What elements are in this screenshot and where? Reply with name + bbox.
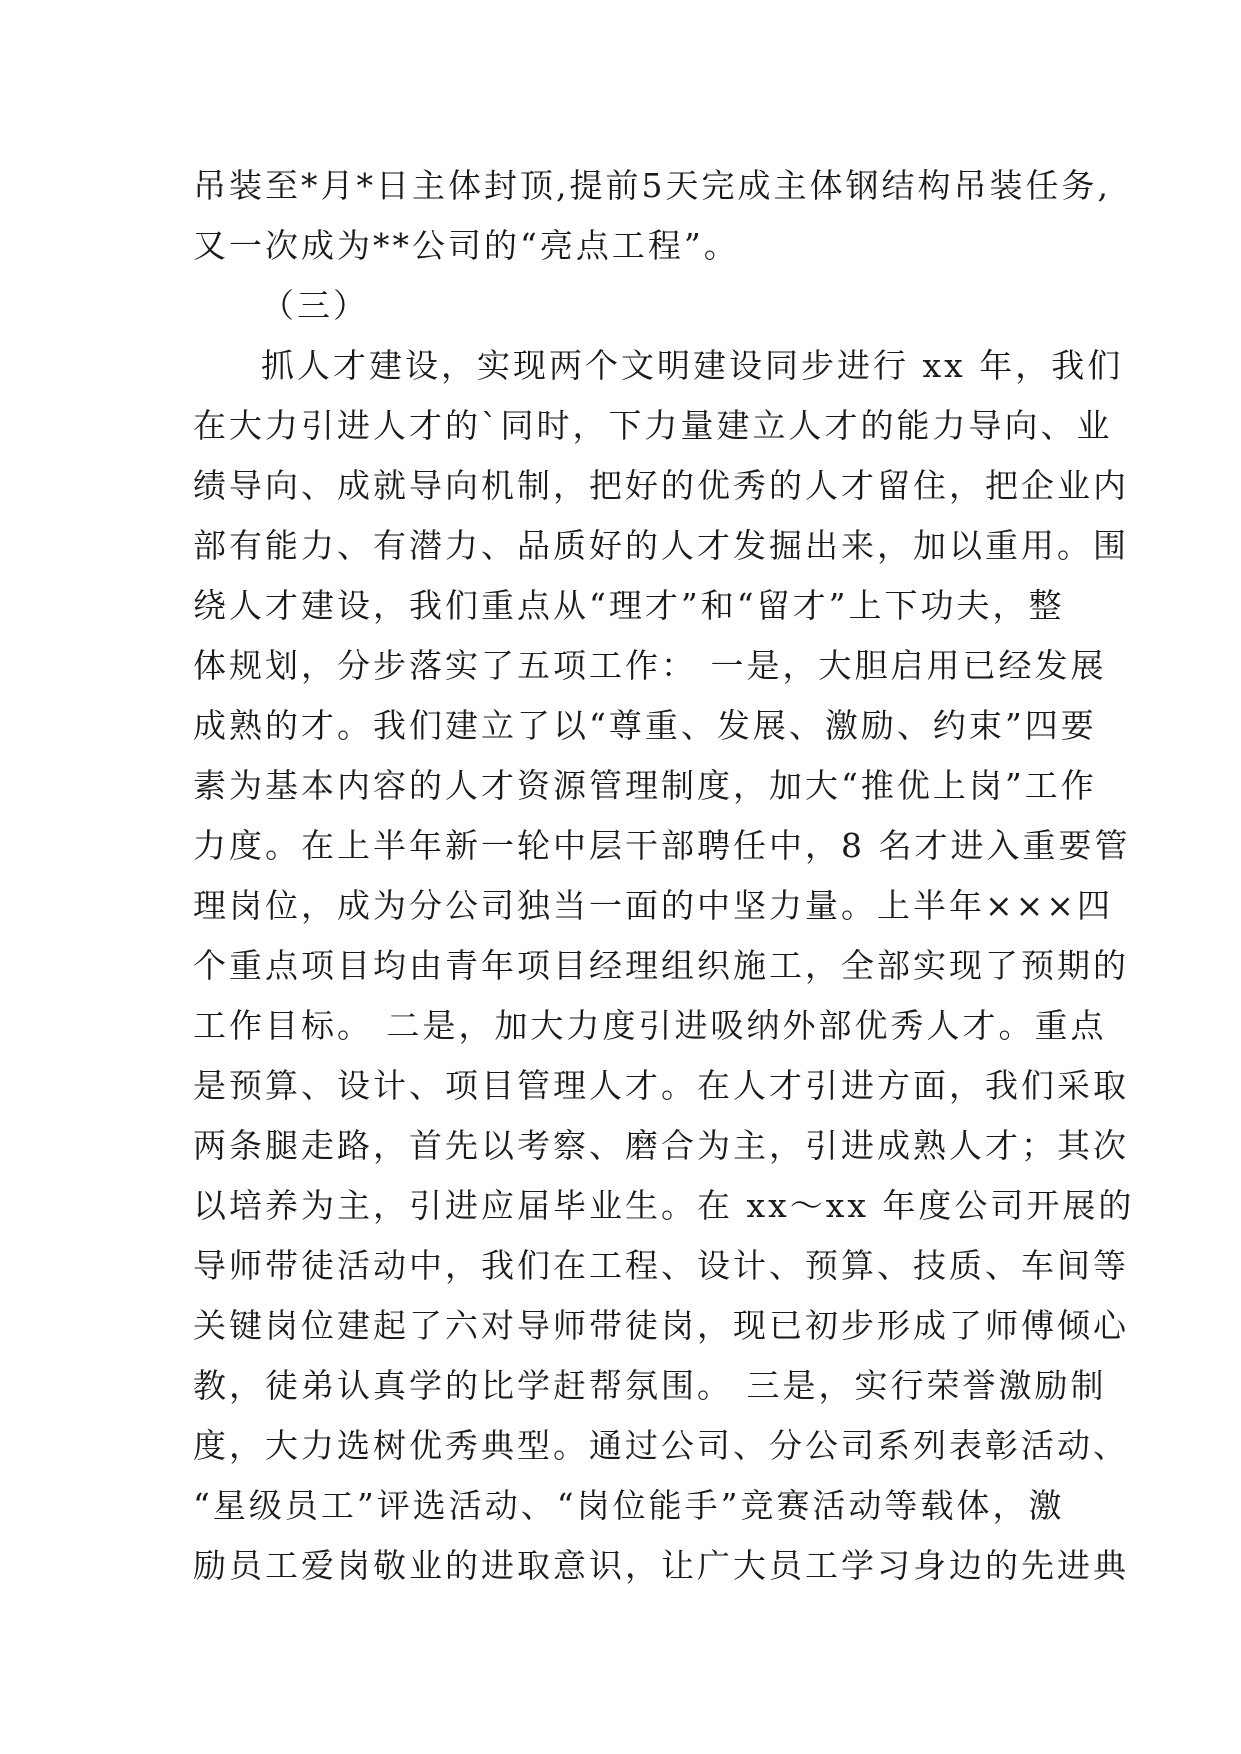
text-line: 以培养为主，引进应届毕业生。在 xx～xx 年度公司开展的	[193, 1186, 1135, 1225]
body-text	[193, 156, 1135, 1596]
text-line: 个重点项目均由青年项目经理组织施工，全部实现了预期的	[193, 946, 1129, 985]
text-line: 部有能力、有潜力、品质好的人才发掘出来，加以重用。围	[193, 526, 1129, 565]
text-line: 体规划，分步落实了五项工作： 一是，大胆启用已经发展	[193, 646, 1107, 685]
text-line: 绩导向、成就导向机制，把好的优秀的人才留住，把企业内	[193, 466, 1129, 505]
text-line: 关键岗位建起了六对导师带徒岗，现已初步形成了师傅倾心	[193, 1306, 1129, 1345]
text-line: 教，徒弟认真学的比学赶帮氛围。 三是，实行荣誉激励制	[193, 1366, 1107, 1405]
text-line: 是预算、设计、项目管理人才。在人才引进方面，我们采取	[193, 1066, 1129, 1105]
text-line: “星级员工”评选活动、“岗位能手”竞赛活动等载体，激	[193, 1486, 1065, 1525]
section-heading: （三）	[261, 286, 369, 325]
text-line: 工作目标。 二是，加大力度引进吸纳外部优秀人才。重点	[193, 1006, 1107, 1045]
text-line: 理岗位，成为分公司独当一面的中坚力量。上半年×××四	[193, 886, 1113, 925]
text-line: 成熟的才。我们建立了以“尊重、发展、激励、约束”四要	[193, 706, 1097, 745]
text-line: 度，大力选树优秀典型。通过公司、分公司系列表彰活动、	[193, 1426, 1129, 1465]
text-line: 又一次成为**公司的“亮点工程”。	[193, 226, 740, 265]
text-line: 力度。在上半年新一轮中层干部聘任中，8 名才进入重要管	[193, 826, 1131, 865]
text-line: 绕人才建设，我们重点从“理才”和“留才”上下功夫，整	[193, 586, 1065, 625]
paragraph-first-line: 抓人才建设，实现两个文明建设同步进行 xx 年，我们	[261, 346, 1124, 385]
text-line: 在大力引进人才的`同时，下力量建立人才的能力导向、业	[193, 406, 1113, 445]
text-line: 吊装至*月*日主体封顶,提前5天完成主体钢结构吊装任务,	[193, 166, 1111, 205]
text-line: 素为基本内容的人才资源管理制度，加大“推优上岗”工作	[193, 766, 1097, 805]
text-line: 励员工爱岗敬业的进取意识，让广大员工学习身边的先进典	[193, 1546, 1129, 1585]
text-line: 导师带徒活动中，我们在工程、设计、预算、技质、车间等	[193, 1246, 1129, 1285]
text-line: 两条腿走路，首先以考察、磨合为主，引进成熟人才；其次	[193, 1126, 1129, 1165]
